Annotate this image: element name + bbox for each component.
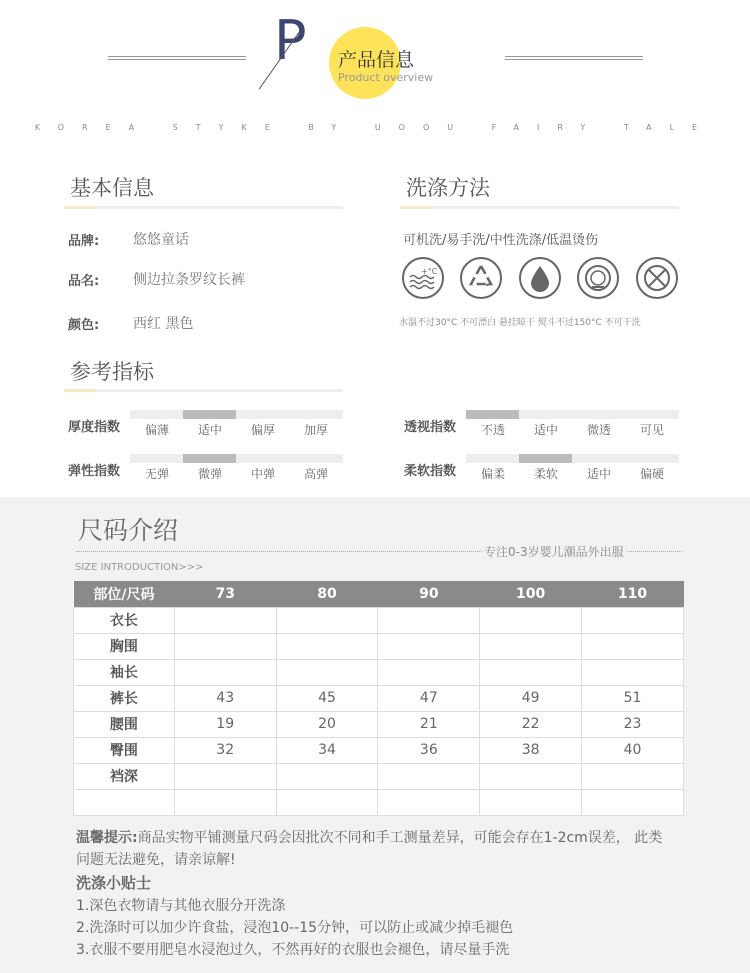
size-cell [378, 607, 480, 633]
size-cell: 38 [480, 737, 582, 763]
table-row [74, 737, 684, 763]
iron-icon [577, 257, 619, 299]
size-cell: 21 [378, 711, 480, 737]
transparency-option: 适中 [533, 423, 558, 437]
transparency-option: 微透 [586, 423, 611, 437]
elasticity-option: 微弹 [197, 467, 222, 481]
size-title: 尺码介绍 [78, 516, 179, 545]
size-cell [174, 789, 276, 815]
header-cell: 100 [480, 581, 582, 607]
size-cell: 36 [378, 737, 480, 763]
brand-label: 品牌: [68, 234, 100, 249]
softness-option: 柔软 [533, 467, 558, 481]
size-cell [276, 763, 378, 789]
row-label-cell: 臀围 [74, 737, 175, 763]
table-row [74, 685, 684, 711]
warm-tip [76, 827, 666, 871]
softness-option: 偏硬 [639, 467, 664, 481]
size-cell: 19 [174, 711, 276, 737]
size-cell [174, 633, 276, 659]
thickness-bar [130, 410, 343, 419]
elasticity-option: 无弹 [144, 467, 169, 481]
header-cell: 110 [582, 581, 684, 607]
size-cell [378, 763, 480, 789]
header-tagline: KOREA STYKE BY UOOU FAIRY TALE [34, 123, 716, 132]
size-cell [378, 633, 480, 659]
size-cell [174, 659, 276, 685]
thickness-label: 厚度指数 [68, 420, 121, 435]
size-cell [480, 763, 582, 789]
header-subtitle: Product overview [338, 71, 434, 84]
size-cell: 22 [480, 711, 582, 737]
transparency-option: 不透 [480, 423, 505, 437]
reference-title-rule [64, 389, 343, 392]
size-cell [378, 659, 480, 685]
size-cell [582, 659, 684, 685]
size-cell: 20 [276, 711, 378, 737]
table-row [74, 633, 684, 659]
basic-title-rule [64, 206, 343, 209]
size-cell: 43 [174, 685, 276, 711]
header-cell: 80 [276, 581, 378, 607]
size-cell: 51 [582, 685, 684, 711]
table-row [74, 711, 684, 737]
wash-title: 洗涤方法 [406, 176, 490, 200]
header-left-rule [108, 56, 246, 60]
size-cell [582, 789, 684, 815]
wash-30-icon [402, 257, 444, 299]
header-title: 产品信息 [338, 49, 415, 71]
table-row [74, 659, 684, 685]
thickness-option: 偏厚 [250, 423, 275, 437]
elasticity-option: 中弹 [250, 467, 275, 481]
warm-tip-label: 温馨提示: [76, 830, 138, 846]
transparency-label: 透视指数 [404, 420, 457, 435]
product-name-value: 侧边拉条罗纹长裤 [133, 272, 245, 288]
size-cell: 49 [480, 685, 582, 711]
row-label-cell: 胸围 [74, 633, 175, 659]
wash-tip-line: 3.衣服不要用肥皂水浸泡过久，不然再好的衣服也会褪色，请尽量手洗 [76, 942, 510, 958]
thickness-option: 偏薄 [144, 423, 169, 437]
wash-title-rule [400, 206, 679, 209]
recycle-icon [460, 257, 502, 299]
softness-option: 适中 [586, 467, 611, 481]
header-cell: 部位/尺码 [74, 581, 175, 607]
size-cell [276, 607, 378, 633]
transparency-option: 可见 [639, 423, 664, 437]
elasticity-option: 高弹 [303, 467, 328, 481]
elasticity-label: 弹性指数 [68, 464, 121, 479]
size-cell [276, 659, 378, 685]
size-cell: 34 [276, 737, 378, 763]
size-note: 专注0-3岁婴儿潮品外出服 [484, 545, 624, 559]
color-label: 颜色: [68, 318, 100, 333]
softness-label: 柔软指数 [404, 464, 457, 479]
size-cell [480, 607, 582, 633]
wash-tips-title: 洗涤小贴士 [76, 874, 152, 892]
product-name-label: 品名: [68, 274, 100, 289]
wash-methods: 可机洗/易手洗/中性洗涤/低温烫伤 [403, 233, 599, 248]
size-table [73, 581, 684, 816]
size-cell: 40 [582, 737, 684, 763]
transparency-bar [466, 410, 679, 419]
size-cell [276, 789, 378, 815]
size-table-header [74, 581, 684, 607]
row-label-cell: 腰围 [74, 711, 175, 737]
thickness-option: 加厚 [303, 423, 328, 437]
softness-bar [466, 454, 679, 463]
row-label-cell: 袖长 [74, 659, 175, 685]
header-right-rule [505, 56, 643, 60]
size-cell [582, 607, 684, 633]
table-row [74, 789, 684, 815]
row-label-cell: 衣长 [74, 607, 175, 633]
svg-text:+°C: +°C [421, 267, 438, 276]
size-cell [174, 607, 276, 633]
size-cell [582, 763, 684, 789]
table-row [74, 763, 684, 789]
size-cell: 23 [582, 711, 684, 737]
size-cell [480, 633, 582, 659]
thickness-option: 适中 [197, 423, 222, 437]
wash-captions: 水温不过30°C 不可漂白 悬挂晾干 熨斗不过150°C 不可干洗 [399, 318, 641, 328]
elasticity-bar [130, 454, 343, 463]
row-label-cell: 裆深 [74, 763, 175, 789]
table-row [74, 607, 684, 633]
wash-tip-line: 2.洗涤时可以加少许食盐，浸泡10--15分钟，可以防止或减少掉毛褪色 [76, 920, 514, 936]
size-cell [174, 763, 276, 789]
drip-dry-icon [519, 257, 561, 299]
size-cell [378, 789, 480, 815]
size-cell: 32 [174, 737, 276, 763]
row-label-cell [74, 789, 175, 815]
wash-tip-line: 1.深色衣物请与其他衣服分开洗涤 [76, 898, 286, 914]
size-cell [276, 633, 378, 659]
color-value: 西红 黑色 [133, 316, 194, 332]
size-cell [480, 659, 582, 685]
no-bleach-icon [636, 257, 678, 299]
basic-title: 基本信息 [70, 176, 154, 200]
warm-tip-text: 商品实物平铺测量尺码会因批次不同和手工测量差异，可能会存在1-2cm误差， 此类问题无法避免，请亲谅解! [76, 830, 663, 868]
header-cell: 90 [378, 581, 480, 607]
size-subtitle: SIZE INTRODUCTION>>> [75, 562, 204, 573]
size-cell: 47 [378, 685, 480, 711]
size-cell: 45 [276, 685, 378, 711]
header-cell: 73 [174, 581, 276, 607]
size-cell [480, 789, 582, 815]
brand-value: 悠悠童话 [133, 232, 189, 248]
reference-title: 参考指标 [70, 360, 154, 384]
size-cell [582, 633, 684, 659]
header-letter: P [274, 9, 307, 72]
softness-option: 偏柔 [480, 467, 505, 481]
row-label-cell: 裤长 [74, 685, 175, 711]
